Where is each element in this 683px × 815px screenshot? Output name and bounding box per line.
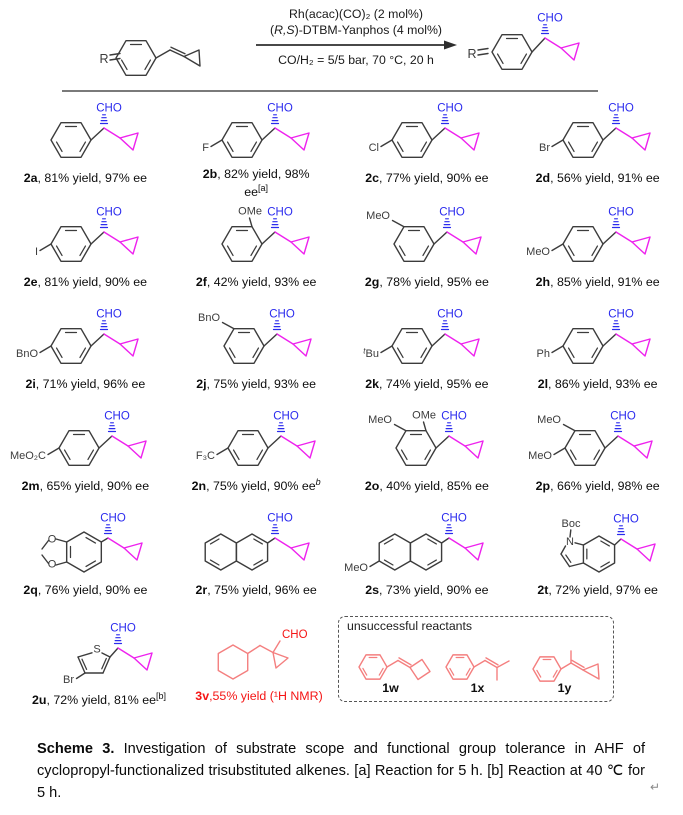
svg-text:CHO: CHO xyxy=(266,512,293,525)
compound-label-2n: 2n, 75% yield, 90% $ee^b$ xyxy=(191,477,321,494)
compound-2g xyxy=(342,202,513,289)
svg-text:CHO: CHO xyxy=(109,622,136,635)
svg-text:CHO: CHO xyxy=(441,512,468,525)
compound-2t xyxy=(512,510,683,597)
compound-label-2u: 2u, 72% yield, 81% ee[b] xyxy=(31,691,166,708)
structure-3v xyxy=(184,616,334,688)
svg-text:Br: Br xyxy=(539,142,551,154)
compound-2s xyxy=(342,510,513,597)
svg-text:F: F xyxy=(201,142,209,154)
compound-label-2i: 2i, 71% yield, 96% ee xyxy=(25,377,146,392)
compound-1x xyxy=(434,633,521,695)
svg-text:CHO: CHO xyxy=(96,102,122,115)
compound-1y xyxy=(521,633,608,695)
compound-2j xyxy=(171,304,342,391)
compound-2a xyxy=(0,98,171,199)
compound-2r xyxy=(171,510,342,597)
svg-text:I: I xyxy=(34,246,38,258)
product-structure xyxy=(464,4,614,88)
compound-label-2o: 2o, 40% yield, 85% ee xyxy=(364,479,489,494)
svg-text:MeO: MeO xyxy=(368,414,393,426)
svg-text:CHO: CHO xyxy=(613,513,639,526)
reactant-structure xyxy=(92,16,232,88)
compound-row-6 xyxy=(14,616,614,707)
structure-2d xyxy=(515,98,680,166)
svg-text:CHO: CHO xyxy=(608,308,634,321)
svg-text:MeO₂C: MeO₂C xyxy=(9,450,46,462)
compound-label-2c: 2c, 77% yield, 90% ee xyxy=(365,171,489,186)
reaction-conditions xyxy=(248,6,464,68)
svg-text:CHO: CHO xyxy=(96,206,122,219)
unsuccessful-box-title: unsuccessful reactants xyxy=(347,619,473,633)
svg-text:CHO: CHO xyxy=(282,629,308,641)
compound-label-2d: 2d, 56% yield, 91% ee xyxy=(535,171,660,186)
compound-row-2 xyxy=(0,202,683,289)
compound-label-2l: 2l, 86% yield, 93% ee xyxy=(537,377,658,392)
structure-1w xyxy=(347,633,434,683)
structure-2a xyxy=(3,98,168,166)
svg-text:OMe: OMe xyxy=(412,409,437,422)
structure-2j xyxy=(174,304,339,372)
compound-label-2f: 2f, 42% yield, 93% ee xyxy=(195,275,317,290)
compound-2p xyxy=(512,406,683,493)
svg-text:tBu: $^t$Bu xyxy=(363,346,380,360)
structure-2t xyxy=(515,510,680,578)
conditions-line1: Rh(acac)(CO)₂ (2 mol%) xyxy=(289,7,423,21)
compound-2d xyxy=(512,98,683,199)
svg-text:MeO: MeO xyxy=(537,414,562,426)
svg-text:CHO: CHO xyxy=(608,206,634,219)
compound-row-1 xyxy=(0,98,683,199)
structure-1y xyxy=(521,633,608,683)
svg-text:O: O xyxy=(47,533,57,546)
structure-2h xyxy=(515,202,680,270)
structure-2q xyxy=(3,510,168,578)
compound-row-3 xyxy=(0,304,683,391)
compound-3v xyxy=(184,616,334,707)
svg-text:CHO: CHO xyxy=(100,512,126,525)
compound-1w xyxy=(347,633,434,695)
compound-2m xyxy=(0,406,171,493)
compound-label-3v: 3v,55% yield (¹H NMR) xyxy=(195,689,323,703)
compound-label-2k: 2k, 74% yield, 95% ee xyxy=(365,377,489,392)
reaction-arrow xyxy=(248,39,464,51)
compound-2c xyxy=(342,98,513,199)
scheme-caption: Scheme 3. Investigation of substrate scope and functional group tolerance in AHF of cyclopropyl-functionalized trisubstituted alkenes. [a] Reaction for 5 h. [b] Reaction at 40 ℃ for 5 h. xyxy=(37,741,645,801)
svg-text:Cl: Cl xyxy=(368,142,380,154)
compound-label-2j: 2j, 75% yield, 93% ee xyxy=(196,377,317,392)
structure-2u xyxy=(17,616,182,688)
structure-2n xyxy=(174,406,339,474)
svg-text:S: S xyxy=(92,643,101,656)
compound-2b xyxy=(171,98,342,199)
svg-text:CHO: CHO xyxy=(272,410,299,423)
svg-text:CHO: CHO xyxy=(441,410,468,423)
compound-2u xyxy=(14,616,184,707)
compound-label-2t: 2t, 72% yield, 97% ee xyxy=(537,583,658,598)
structure-2i xyxy=(3,304,168,372)
svg-text:CHO: CHO xyxy=(266,102,293,115)
svg-text:BnO: BnO xyxy=(15,348,38,360)
compound-2k xyxy=(342,304,513,391)
svg-text:OMe: OMe xyxy=(237,205,262,218)
structure-2p xyxy=(515,406,680,474)
compound-label-2p: 2p, 66% yield, 98% ee xyxy=(535,479,660,494)
svg-text:CHO: CHO xyxy=(104,410,130,423)
compound-label-1w: 1w xyxy=(382,681,399,695)
divider-line xyxy=(62,90,598,92)
compound-row-5 xyxy=(0,510,683,597)
compound-label-2q: 2q, 76% yield, 90% ee xyxy=(23,583,148,598)
compound-2e xyxy=(0,202,171,289)
svg-text:CHO: CHO xyxy=(608,102,634,115)
compound-label-2r: 2r, 75% yield, 96% ee xyxy=(195,583,317,598)
svg-text:BnO: BnO xyxy=(197,312,220,324)
compound-2i xyxy=(0,304,171,391)
svg-text:O: O xyxy=(47,558,57,571)
svg-text:MeO: MeO xyxy=(526,246,551,258)
compound-2n xyxy=(171,406,342,493)
compound-2f xyxy=(171,202,342,289)
svg-text:Br: Br xyxy=(62,674,74,686)
structure-1x xyxy=(434,633,521,683)
compound-label-2m: 2m, 65% yield, 90% ee xyxy=(21,479,150,494)
compound-label-2a: 2a, 81% yield, 97% ee xyxy=(23,171,148,186)
structure-2b xyxy=(174,98,339,166)
structure-2l xyxy=(515,304,680,372)
svg-text:CHO: CHO xyxy=(437,308,464,321)
unsuccessful-items xyxy=(347,633,609,695)
svg-text:CHO: CHO xyxy=(610,410,636,423)
structure-2f xyxy=(174,202,339,270)
compound-row-4 xyxy=(0,406,683,493)
structure-2s xyxy=(344,510,509,578)
conditions-line2: (R,S)-DTBM-Yanphos (4 mol%) xyxy=(270,23,442,37)
svg-text:N: N xyxy=(566,536,575,548)
svg-text:CHO: CHO xyxy=(437,102,464,115)
compound-2l xyxy=(512,304,683,391)
svg-text:MeO: MeO xyxy=(344,562,369,574)
compound-label-1x: 1x xyxy=(470,681,485,695)
conditions-line3: CO/H₂ = 5/5 bar, 70 °C, 20 h xyxy=(278,53,434,67)
compound-label-2e: 2e, 81% yield, 90% ee xyxy=(23,275,148,290)
svg-text:R: R xyxy=(467,47,477,61)
svg-text:Ph: Ph xyxy=(536,348,551,360)
structure-2r xyxy=(174,510,339,578)
return-mark: ↵ xyxy=(650,780,661,794)
svg-text:F₃C: F₃C xyxy=(195,450,215,462)
compound-label-2g: 2g, 78% yield, 95% ee xyxy=(364,275,489,290)
compound-2h xyxy=(512,202,683,289)
svg-text:R: R xyxy=(99,52,109,66)
structure-2m xyxy=(3,406,168,474)
svg-text:CHO: CHO xyxy=(537,12,563,25)
structure-2g xyxy=(344,202,509,270)
svg-text:CHO: CHO xyxy=(96,308,122,321)
compound-label-2h: 2h, 85% yield, 91% ee xyxy=(535,275,660,290)
structure-2k xyxy=(344,304,509,372)
compound-2q xyxy=(0,510,171,597)
svg-text:CHO: CHO xyxy=(439,206,466,219)
unsuccessful-reactants-box xyxy=(338,616,614,702)
compound-label-2b: 2b, 82% yield, 98% ee[a] xyxy=(202,167,310,200)
svg-text:MeO: MeO xyxy=(528,450,553,462)
compound-label-2s: 2s, 73% yield, 90% ee xyxy=(365,583,489,598)
svg-text:CHO: CHO xyxy=(268,308,295,321)
svg-text:Boc: Boc xyxy=(561,518,581,530)
structure-2c xyxy=(344,98,509,166)
structure-2e xyxy=(3,202,168,270)
structure-2o xyxy=(344,406,509,474)
svg-text:MeO: MeO xyxy=(366,210,391,222)
compound-2o xyxy=(342,406,513,493)
compound-label-1y: 1y xyxy=(557,681,572,695)
svg-text:CHO: CHO xyxy=(266,206,293,219)
